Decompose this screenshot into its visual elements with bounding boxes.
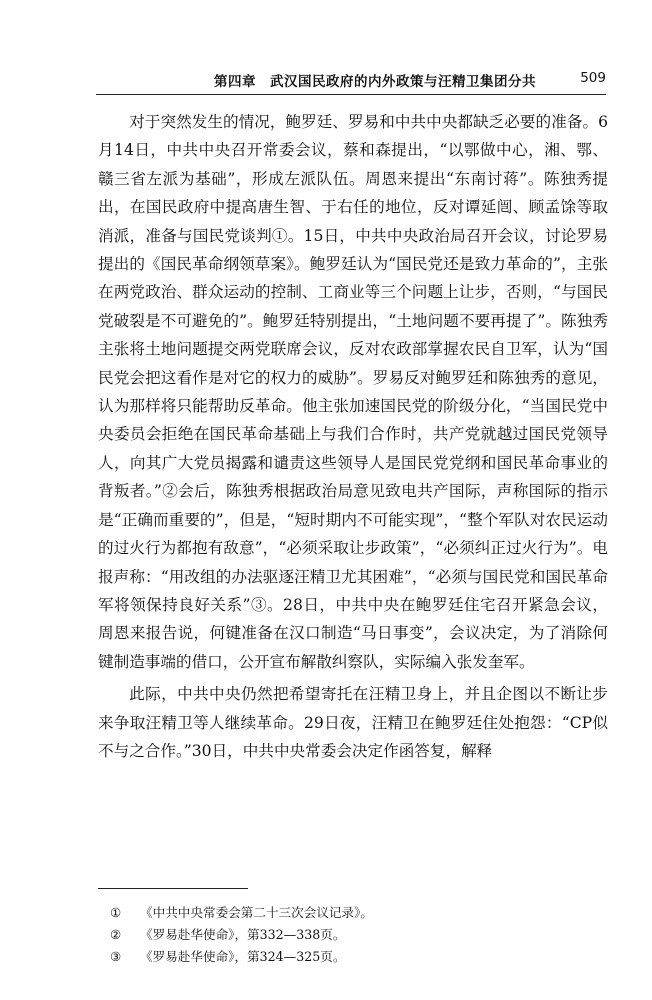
footnote-text: 《中共中央常委会第二十三次会议记录》。 xyxy=(140,905,373,920)
footnotes xyxy=(110,902,600,968)
body-text xyxy=(98,108,608,769)
footnote xyxy=(110,946,600,968)
paragraph: 对于突然发生的情况，鲍罗廷、罗易和中共中央都缺乏必要的准备。6月14日，中共中央召开常委会议，蔡和森提出，“以鄂做中心，湘、鄂、赣三省左派为基础”，形成左派队伍。周恩来提出“东南讨蒋”。陈独秀提出，在国民政府中提高唐生智、于右任的地位，反对谭延闿、顾孟馀等取消派，准备与国民党谈判①。15日，中共中央政治局召开会议，讨论罗易提出的《国民革命纲领草案》。鲍罗廷认为“国民党还是致力革命的”，主张在两党政治、群众运动的控制、工商业等三个问题上让步，否则，“与国民党破裂是不可避免的”。鲍罗廷特别提出，“土地问题不要再提了”。陈独秀主张将土地问题提交两党联席会议，反对农政部掌握农民自卫军，认为“国民党会把这看作是对它的权力的威胁”。罗易反对鲍罗廷和陈独秀的意见，认为那样将只能帮助反革命。他主张加速国民党的阶级分化，“当国民党中央委员会拒绝在国民革命基础上与我们合作时，共产党就越过国民党领导人，向其广大党员揭露和谴责这些领导人是国民党党纲和国民革命事业的背叛者。”②会后，陈独秀根据政治局意见致电共产国际，声称国际的指示是“正确而重要的”，但是，“短时期内不可能实现”，“整个军队对农民运动的过火行为都抱有敌意”，“必须采取让步政策”，“必须纠正过火行为”。电报声称：“用改组的办法驱逐汪精卫尤其困难”，“必须与国民党和国民革命军将领保持良好关系”③。28日，中共中央在鲍罗廷住宅召开紧急会议，周恩来报告说，何键准备在汉口制造“马日事变”，会议决定，为了消除何键制造事端的借口，公开宣布解散纠察队，实际编入张发奎军。 xyxy=(98,113,608,671)
footnote-marker: ① xyxy=(110,905,122,920)
footnote-divider xyxy=(98,888,248,889)
footnote-text: 《罗易赴华使命》，第324—325页。 xyxy=(140,949,346,964)
running-header xyxy=(96,64,606,95)
page-number: 509 xyxy=(580,70,606,86)
footnote-marker: ② xyxy=(110,927,122,942)
footnote xyxy=(110,924,600,946)
chapter-title: 第四章 武汉国民政府的内外政策与汪精卫集团分共 xyxy=(214,74,536,90)
footnote-marker: ③ xyxy=(110,949,122,964)
paragraph: 此际，中共中央仍然把希望寄托在汪精卫身上，并且企图以不断让步来争取汪精卫等人继续革命。29日夜，汪精卫在鲍罗廷住处抱怨：“CP似不与之合作。”30日，中共中央常委会决定作函答复，解释 xyxy=(98,685,608,760)
footnote xyxy=(110,902,600,924)
footnote-text: 《罗易赴华使命》，第332—338页。 xyxy=(140,927,346,942)
